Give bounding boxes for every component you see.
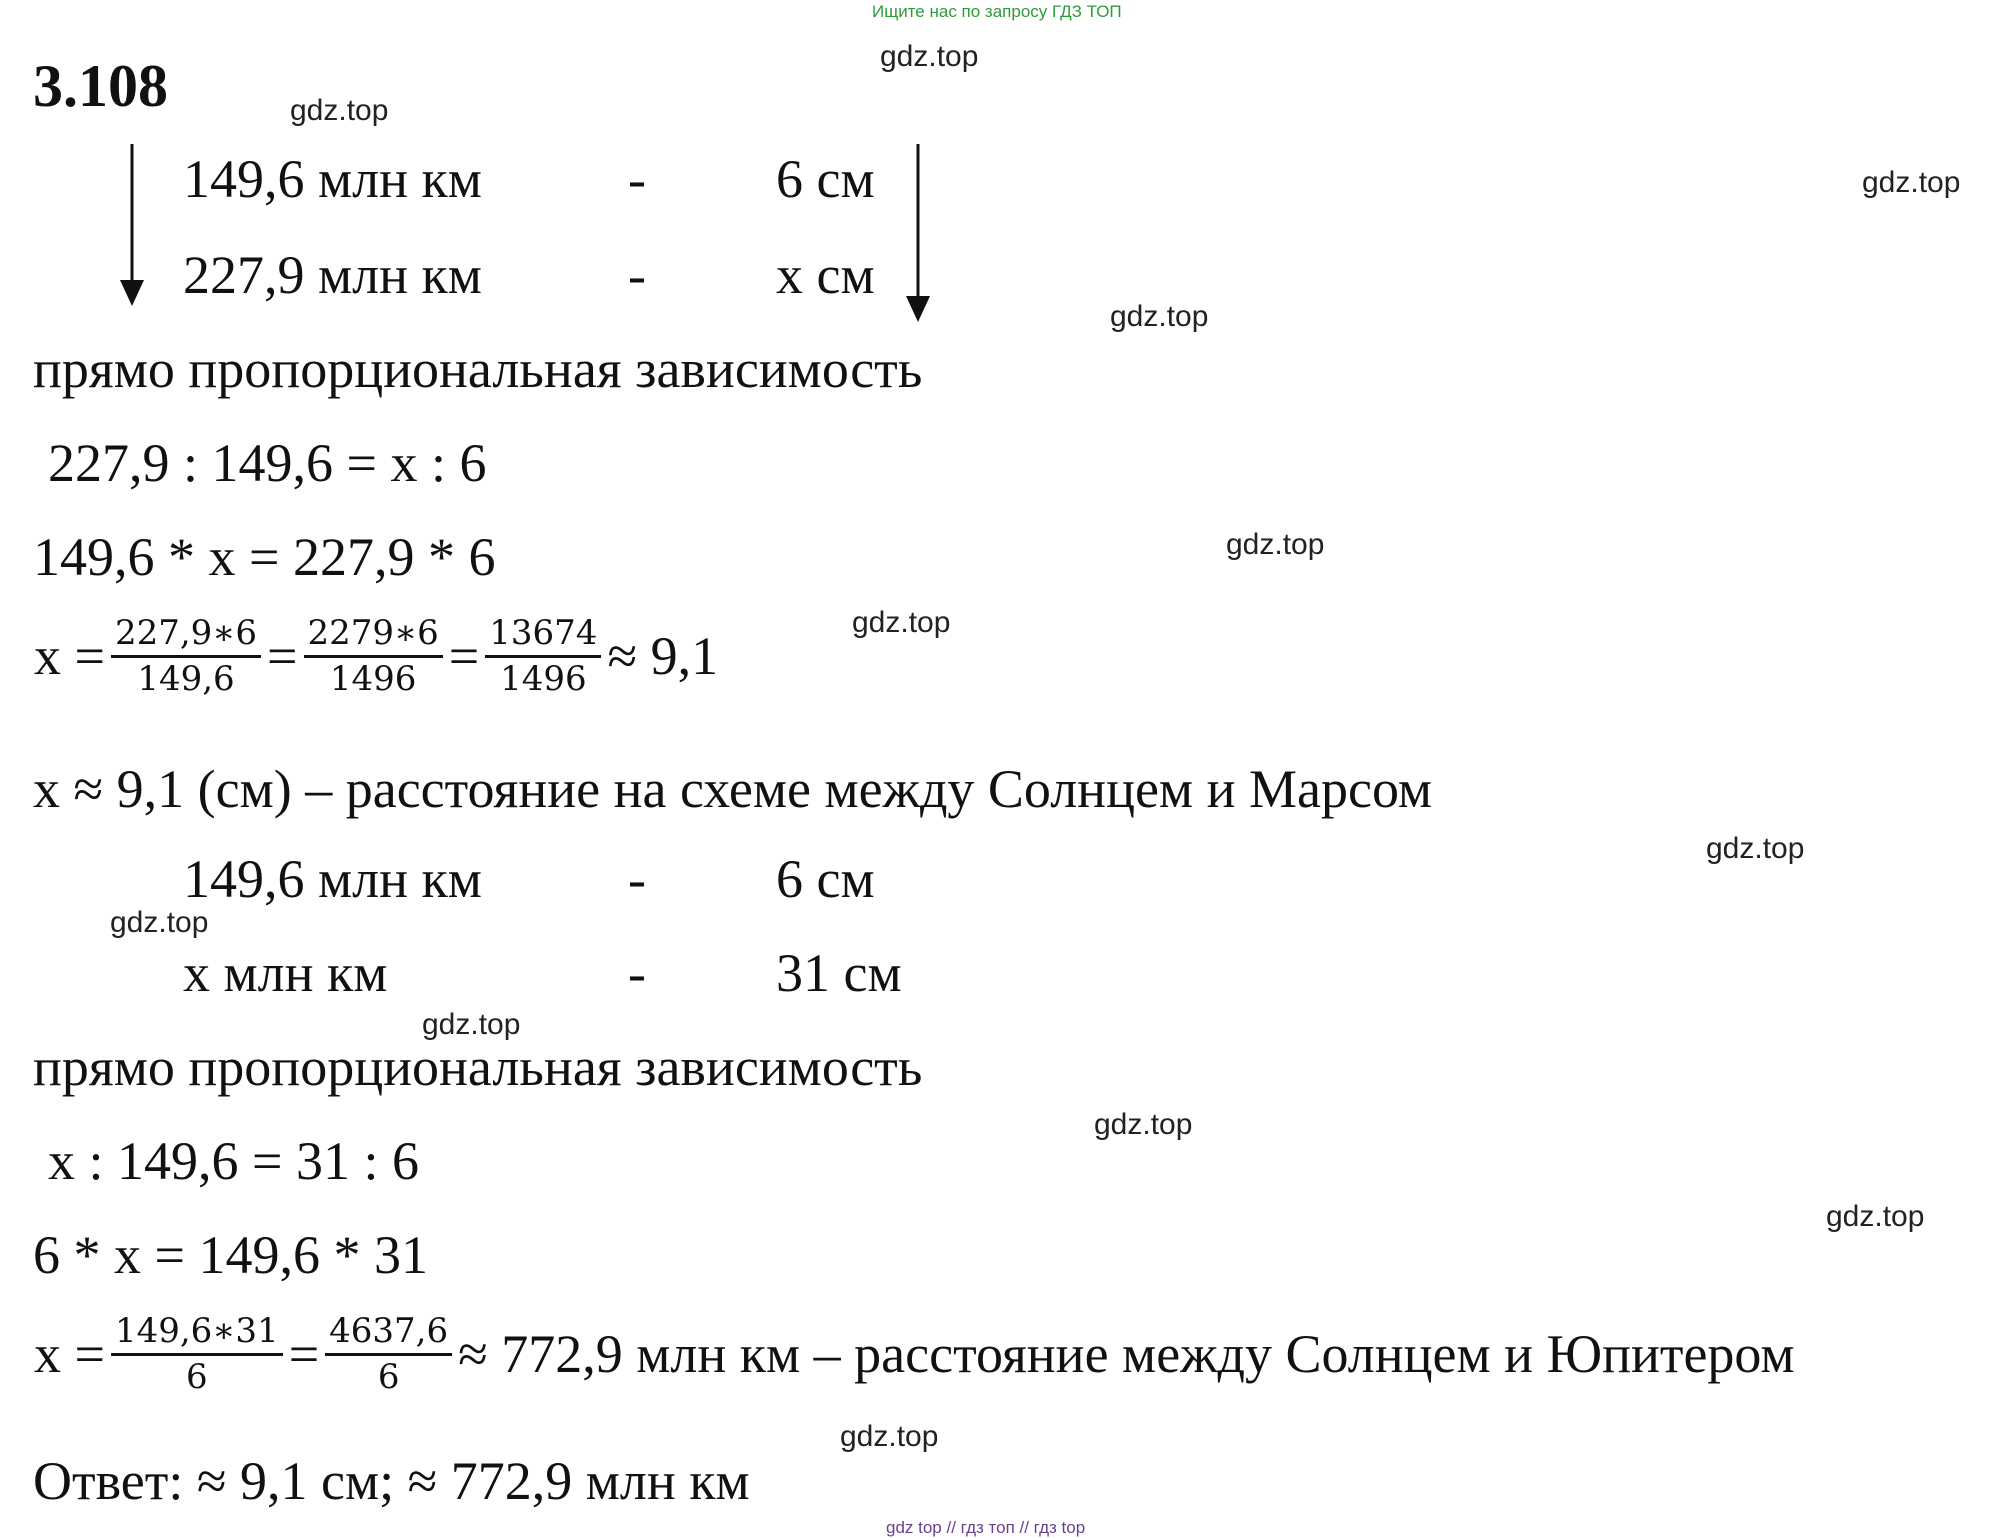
fraction-denominator: 1496 (329, 658, 417, 699)
down-arrow-icon (898, 140, 938, 325)
fraction-numerator: 227,9∗6 (111, 612, 261, 658)
fraction (111, 1310, 283, 1398)
fraction-numerator: 13674 (485, 612, 601, 658)
header-note: Ищите нас по запросу ГДЗ ТОП (872, 2, 1122, 21)
x-equals: x = (34, 1324, 105, 1384)
proportion1-row1-right: 6 см (776, 149, 875, 209)
dependency-text: прямо пропорциональная зависимость (33, 339, 923, 399)
watermark: gdz.top (1094, 1108, 1193, 1141)
proportion2-row2-right: 31 см (776, 943, 902, 1003)
fraction-denominator: 149,6 (137, 658, 235, 699)
fraction (304, 612, 443, 700)
equals-sign: = (448, 626, 480, 686)
mars-distance-line: x ≈ 9,1 (см) – расстояние на схеме между Солнцем и Марсом (33, 759, 1433, 819)
watermark: gdz.top (110, 906, 209, 939)
problem-number: 3.108 (33, 53, 168, 119)
fraction-numerator: 149,6∗31 (111, 1310, 283, 1356)
proportion2-row1-dash: - (628, 849, 646, 909)
proportion2-row1-right: 6 см (776, 849, 875, 909)
proportion2-row1-left: 149,6 млн км (183, 849, 482, 909)
fraction-numerator: 2279∗6 (304, 612, 443, 658)
watermark: gdz.top (840, 1420, 939, 1453)
watermark: gdz.top (1226, 528, 1325, 561)
result-approx: ≈ 9,1 (607, 626, 719, 686)
dependency-text: прямо пропорциональная зависимость (33, 1037, 923, 1097)
footer-note: gdz top // гдз топ // гдз top (886, 1518, 1086, 1537)
result-approx: ≈ 772,9 млн км – расстояние между Солнцем и Юпитером (458, 1324, 1795, 1384)
equation-step5: 6 * x = 149,6 * 31 (33, 1225, 428, 1285)
equation-step4: x : 149,6 = 31 : 6 (48, 1131, 419, 1191)
fraction (111, 612, 261, 700)
proportion2-row2-left: x млн км (183, 943, 388, 1003)
proportion1-row1-dash: - (628, 149, 646, 209)
equals-sign: = (288, 1324, 320, 1384)
watermark: gdz.top (852, 606, 951, 639)
watermark: gdz.top (1862, 166, 1961, 199)
proportion1-row2-left: 227,9 млн км (183, 245, 482, 305)
fraction-denominator: 1496 (500, 658, 587, 699)
fraction-denominator: 6 (186, 1356, 208, 1397)
equals-sign: = (267, 626, 298, 686)
equation-step6 (28, 1310, 1801, 1398)
fraction-denominator: 6 (377, 1356, 400, 1397)
down-arrow-icon (110, 140, 150, 310)
watermark: gdz.top (880, 40, 979, 73)
proportion1-row2-right: x см (776, 245, 875, 305)
proportion1-row1-left: 149,6 млн км (183, 149, 482, 209)
equation-step2: 149,6 * x = 227,9 * 6 (33, 527, 496, 587)
watermark: gdz.top (1706, 832, 1805, 865)
proportion2-row2-dash: - (628, 943, 646, 1003)
watermark: gdz.top (1826, 1200, 1925, 1233)
watermark: gdz.top (422, 1008, 521, 1041)
equation-step3 (28, 612, 724, 700)
x-equals: x = (34, 626, 105, 686)
fraction-numerator: 4637,6 (325, 1310, 452, 1356)
answer-line: Ответ: ≈ 9,1 см; ≈ 772,9 млн км (33, 1451, 750, 1511)
fraction (325, 1310, 452, 1398)
fraction (485, 612, 601, 700)
equation-step1: 227,9 : 149,6 = x : 6 (48, 433, 487, 493)
watermark: gdz.top (1110, 300, 1209, 333)
proportion1-row2-dash: - (628, 245, 646, 305)
watermark: gdz.top (290, 94, 389, 127)
